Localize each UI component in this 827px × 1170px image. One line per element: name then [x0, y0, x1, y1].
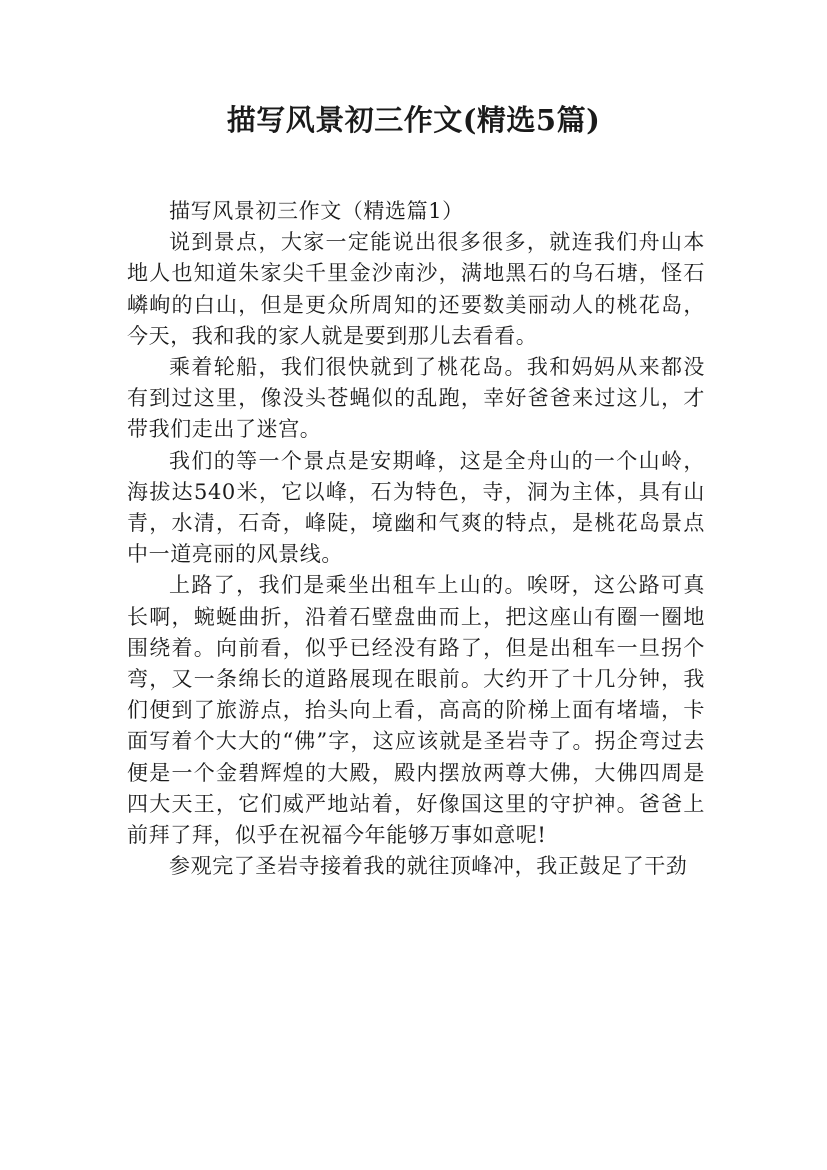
- section-heading: 描写风景初三作文（精选篇1）: [169, 199, 464, 223]
- document-title: 描写风景初三作文(精选5篇): [226, 103, 601, 137]
- paragraph-5: 参观完了圣岩寺接着我的就往顶峰冲，我正鼓足了干劲: [169, 854, 688, 879]
- paragraph-1: 说到景点，大家一定能说出很多很多，就连我们舟山本地人也知道朱家尖千里金沙南沙，满地黑石的乌石塘，怪石嶙峋的白山，但是更众所周知的还要数美丽动人的桃花岛，今天，我和我的家人就是要到那儿去看看。: [127, 230, 705, 348]
- paragraph-3: 我们的等一个景点是安期峰，这是全舟山的一个山岭，海拔达540米，它以峰，石为特色，寺，洞为主体，具有山青，水清，石奇，峰陡，境幽和气爽的特点，是桃花岛景点中一道亮丽的风景线。: [127, 448, 705, 567]
- paragraph-4: 上路了，我们是乘坐出租车上山的。唉呀，这公路可真长啊，蜿蜒曲折，沿着石壁盘曲而上，把这座山有圈一圈地围绕着。向前看，似乎已经没有路了，但是出租车一旦拐个弯，又一条绵长的道路展现在眼前。大约开了十几分钟，我们便到了旅游点，抬头向上看，高高的阶梯上面有堵墙，卡面写着个大大的“佛”字，这应该就是圣岩寺了。拐企弯过去便是一个金碧辉煌的大殿，殿内摆放两尊大佛，大佛四周是四大天王，它们威严地站着，好像国这里的守护神。爸爸上前拜了拜，似乎在祝福今年能够万事如意呢!: [127, 573, 705, 848]
- paragraph-2: 乘着轮船，我们很快就到了桃花岛。我和妈妈从来都没有到过这里，像没头苍蝇似的乱跑，幸好爸爸来过这儿，才带我们走出了迷宫。: [127, 355, 705, 442]
- document-body: [127, 196, 705, 882]
